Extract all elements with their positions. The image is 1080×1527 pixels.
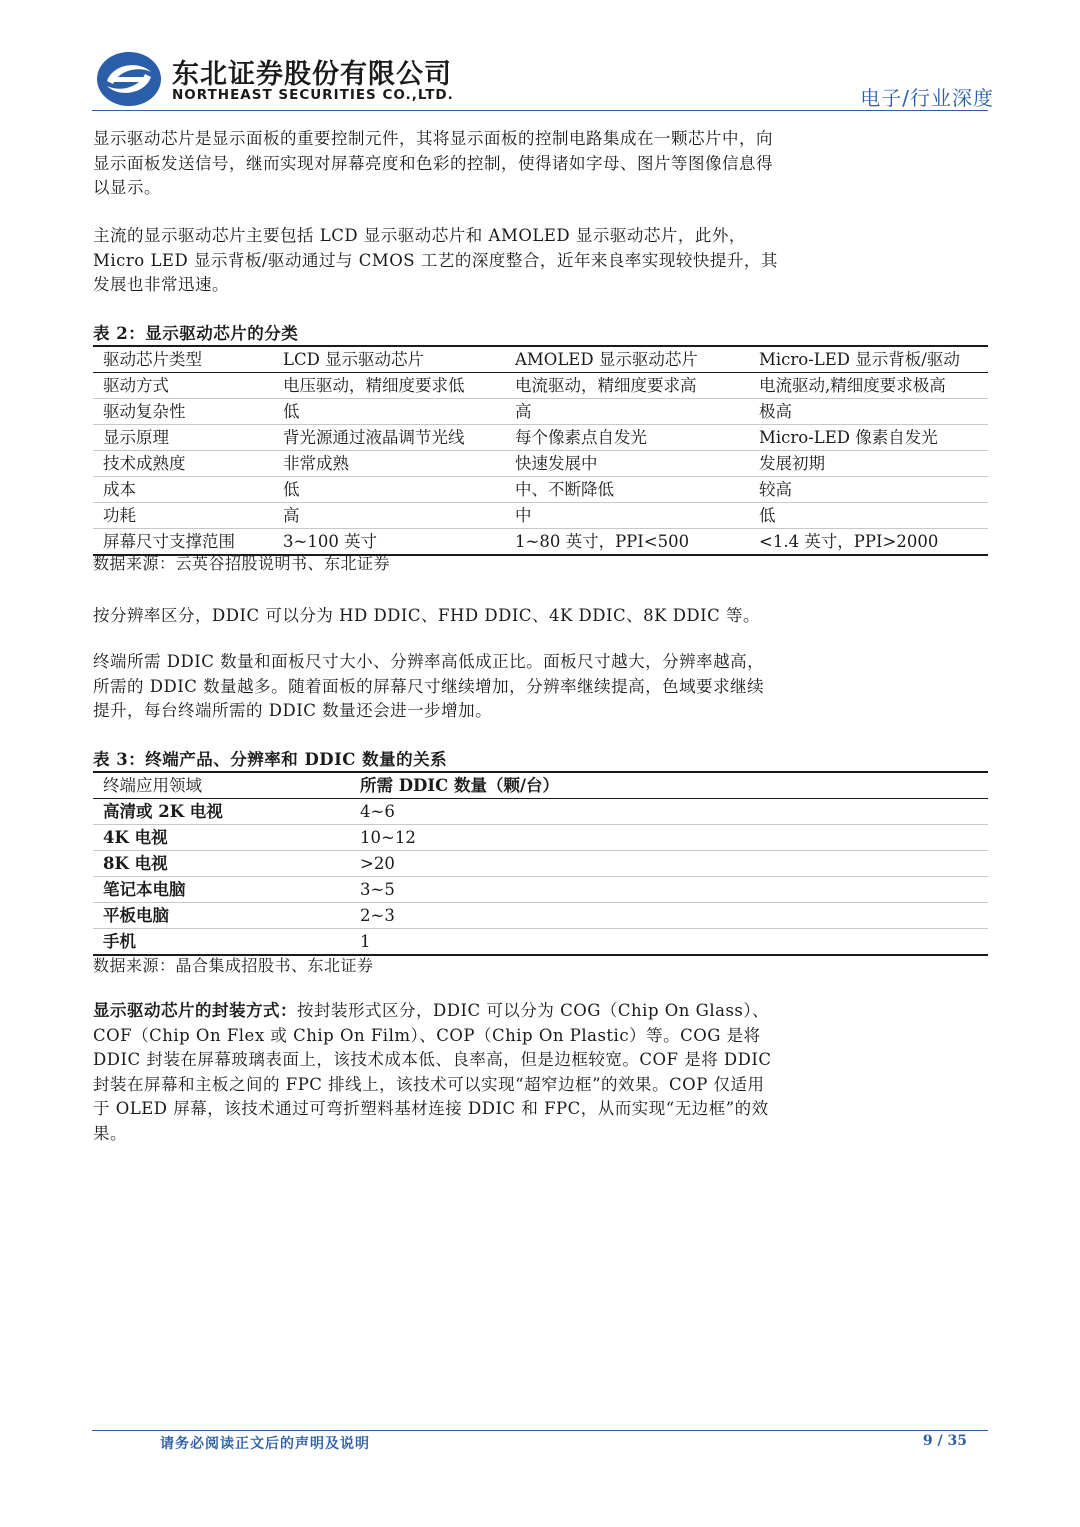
table-cell: 笔记本电脑	[93, 877, 350, 903]
table-cell: 手机	[103, 932, 136, 951]
table-cell: 显示原理	[93, 425, 273, 451]
table-cell: 平板电脑	[93, 903, 350, 929]
table-header-cell: LCD 显示驱动芯片	[273, 346, 505, 373]
table-header-cell: Micro-LED 显示背板/驱动	[749, 346, 988, 373]
table-cell: 1~80 英寸，PPI<500	[515, 532, 690, 551]
company-logo-icon	[95, 50, 163, 108]
table-row	[93, 477, 988, 503]
table-row	[93, 851, 988, 877]
table-cell: 2~3	[350, 903, 988, 929]
table-cell: 发展初期	[749, 451, 988, 477]
table-cell: 每个像素点自发光	[505, 425, 749, 451]
table-cell: 非常成熟	[273, 451, 505, 477]
table-cell: 驱动方式	[93, 373, 273, 399]
table-cell: 中	[505, 503, 749, 529]
table-header-cell: AMOLED 显示驱动芯片	[505, 346, 749, 373]
table-cell: 屏幕尺寸支撑范围	[103, 532, 235, 551]
table-cell: 技术成熟度	[93, 451, 273, 477]
table-header-cell: 终端应用领域	[93, 772, 350, 799]
table3-caption: 表 3：终端产品、分辨率和 DDIC 数量的关系	[93, 750, 448, 769]
table-cell: 背光源通过液晶调节光线	[273, 425, 505, 451]
table-cell: 较高	[749, 477, 988, 503]
report-type: 电子/行业深度	[860, 86, 994, 110]
paragraph-resolution: 按分辨率区分，DDIC 可以分为 HD DDIC、FHD DDIC、4K DDIC、8K DDIC 等。	[93, 606, 761, 625]
company-name-cn: 东北证券股份有限公司	[172, 59, 452, 90]
table-cell: 10~12	[350, 825, 988, 851]
footer-divider	[92, 1430, 988, 1431]
company-name-en: NORTHEAST SECURITIES CO.,LTD.	[172, 87, 454, 103]
table-cell: 低	[749, 503, 988, 529]
table-cell: 电流驱动，精细度要求高	[505, 373, 749, 399]
table-row	[93, 503, 988, 529]
table-cell: 电压驱动，精细度要求低	[273, 373, 505, 399]
paragraph-ddic-types: 主流的显示驱动芯片主要包括 LCD 显示驱动芯片和 AMOLED 显示驱动芯片，此外，Micro LED 显示背板/驱动通过与 CMOS 工艺的深度整合，近年来良率实现较快提升，其发展也非常迅速。	[93, 226, 778, 294]
table2-source: 数据来源：云英谷招股说明书、东北证券	[93, 554, 391, 573]
table-cell: 高	[505, 399, 749, 425]
table-cell: 中、不断降低	[505, 477, 749, 503]
table-cell: 4~6	[350, 799, 988, 825]
table3-header-row	[93, 772, 988, 799]
paragraph-ddic-intro: 显示驱动芯片是显示面板的重要控制元件，其将显示面板的控制电路集成在一颗芯片中，向显示面板发送信号，继而实现对屏幕亮度和色彩的控制，使得诸如字母、图片等图像信息得以显示。	[93, 129, 773, 197]
table-cell: 高清或 2K 电视	[93, 799, 350, 825]
table-row	[93, 373, 988, 399]
table-row	[93, 425, 988, 451]
table-cell: 高	[273, 503, 505, 529]
table-cell: >20	[350, 851, 988, 877]
table-row	[93, 929, 988, 956]
table-cell: 电流驱动,精细度要求极高	[749, 373, 988, 399]
paragraph-ddic-quantity: 终端所需 DDIC 数量和面板尺寸大小、分辨率高低成正比。面板尺寸越大，分辨率越高，所需的 DDIC 数量越多。随着面板的屏幕尺寸继续增加，分辨率继续提高，色域要求继续提升，每台终端所需的 DDIC 数量还会进一步增加。	[93, 652, 765, 720]
table2-caption: 表 2：显示驱动芯片的分类	[93, 324, 299, 343]
table-row	[93, 451, 988, 477]
table-cell: 驱动复杂性	[93, 399, 273, 425]
table-cell: 成本	[93, 477, 273, 503]
table-cell: 4K 电视	[93, 825, 350, 851]
table-row	[93, 825, 988, 851]
header-divider	[92, 110, 988, 111]
table-cell: Micro-LED 像素自发光	[749, 425, 988, 451]
table-cell: 3~5	[350, 877, 988, 903]
table-cell: <1.4 英寸，PPI>2000	[759, 532, 939, 551]
table2-header-row	[93, 346, 988, 373]
paragraph-packaging	[93, 999, 781, 1146]
table-row	[93, 877, 988, 903]
footer-disclaimer: 请务必阅读正文后的声明及说明	[160, 1436, 370, 1452]
table2	[93, 345, 988, 556]
table-cell: 快速发展中	[505, 451, 749, 477]
table-row	[93, 399, 988, 425]
table-cell: 极高	[749, 399, 988, 425]
packaging-text: 按封装形式区分，DDIC 可以分为 COG（Chip On Glass）、COF（Chip On Flex 或 Chip On Film）、COP（Chip On Plastic）等。COG 是将 DDIC 封装在屏幕玻璃表面上，该技术成本低、良率高，但是边框较宽。COF 是将 DDIC 封装在屏幕和主板之间的 FPC 排线上，该技术可以实现“超窄边框”的效果。COP 仅适用于 OLED 屏幕，该技术通过可弯折塑料基材连接 DDIC 和 FPC，从而实现“无边框”的效果。	[93, 1001, 772, 1143]
table3-source: 数据来源：晶合集成招股书、东北证券	[93, 956, 374, 975]
table3	[93, 771, 988, 956]
table-cell: 功耗	[93, 503, 273, 529]
page-number: 9 / 35	[922, 1433, 967, 1449]
table-header-cell: 所需 DDIC 数量（颗/台）	[350, 772, 988, 799]
table-cell: 8K 电视	[93, 851, 350, 877]
packaging-lead: 显示驱动芯片的封装方式：	[93, 1001, 297, 1020]
table-cell: 1	[360, 932, 371, 951]
table-cell: 低	[273, 399, 505, 425]
table-header-cell: 驱动芯片类型	[93, 346, 273, 373]
table-cell: 3~100 英寸	[283, 532, 378, 551]
table-row	[93, 903, 988, 929]
table-row	[93, 799, 988, 825]
table-cell: 低	[273, 477, 505, 503]
